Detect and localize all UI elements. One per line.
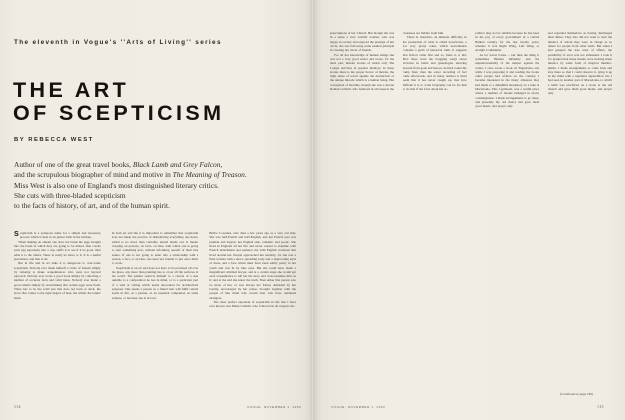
folio-right: 115 [597,404,604,409]
deck-line-2: and the scrupulous biographer of mind and motive in The Meaning of Treason. [14,170,247,180]
body-paragraph: and regarded themselves as having discharged their duties. They also did not want to treat the lunatics of whom they were in charge as so others for people from other lands. But when I had grasped the true state of affairs, the possibility of error was not exhausted. I took it for granted that these monks were treating these lunatics by some form of magical mumbo-jumbo. I made arrangements to come back and stay there so that I could observe it, tying it up in my mind with a repulsive superstition cite I had seen in another part of Macedonia, to which a lamb was sacrificed on a stone at the old church and gave them good meals, and prayer only [547,31,612,96]
continued-note: (Continued on page 166) [560,392,594,396]
body-paragraph: But in life and in art alike it is dangerous to over-value scepticism. Nobody ever made himself a circle of friends simply by refusing to make acquaintances who were not beyond reproach. Nobody ever wrote a good book simply by collecting a number of accurate facts and valid ideas. Nobody ever made a good omelet simply by ascertaining that certain eggs were fresh. There has to be the solid pan that does not burn or stick, the stove that comes to the right degree of heat, the whisk, the tender hand. [14,261,101,300]
body-paragraph: There is, therefore, an inherent difficulty in the production of what is called non-fiction, a not very pretty name which nevertheless contains a germ of historical truth. It suggests that fiction came first and so, bless it, it did. First there were the bragging songs about victories in battle and genealogies showing descent from gods and heroes, howled round the camp fires; then the sober recording of fact came afterwards, and in many authors it must seem that it has never caught up. Just how difficult it is to write biography can be for him to do that if the facts about his ac- [402,35,467,92]
text-column [548,31,612,391]
text-column [14,231,101,391]
imprint-left: VOGUE, NOVEMBER 1, 1952 [247,405,302,409]
deck-line-1: Author of one of the great travel books, Black Lamb and Grey Falcon, [14,160,223,169]
deck-line-5: to the facts of history, of art, and of the human spirit. [14,201,170,211]
body-paragraph: As for travel books ... but then the thing is sometimes Human Infidelity and the unputdownability of his temper against the writer. I once wrote a book on Yugoslavia, and while I was preparing it and reading the books other people had written on the country, I became interested in the many allusions they had made to a delightful monastery on a lake in Macedonia. This I gathered, was a restful place where a number of monks indulged in exotic contemplation. I made arrangements to go there, and presently my old cherry and gave them good meals, and prayer only [475,52,540,109]
page-title [13,79,224,125]
imprint-right: VOGUE, NOVEMBER 1, 1952 [331,405,386,409]
article-deck [14,160,292,212]
series-kicker: The eleventh in Vogue's ''Arts of Living'' series [14,39,222,46]
drop-cap: S [14,231,19,238]
right-page-columns [330,31,612,391]
text-column [209,231,296,391]
body-paragraph: politics may not be reliable because he has been in the pay of every government in a certain Balkan country for the last twenty years, whether it was Right Wing, Left Wing, or straight Communist. [475,31,540,53]
body-paragraph: In both art and life it is important to remember that scepticism does not mean the practice of disbelieving everything one hears, which is no more than verbality turned inside out. It means stooping on persons, on facts, on idea, with which one is going to start something new, without informing oneself of their true nature. If one is not going to enter into a relationship with a person, a fact, or an idea, one need not trouble to put one's mind to work. [111,231,199,266]
body-paragraph: When making an omelet one does not break the eggs straight into the basin in which they are going to be mixed. One cracks each egg separately into a cup, sniffs it to see if it be good, then adds it to the others. There is really no more to it. It is a useful precaution, and that is all. [14,239,101,261]
title-line-1: THE ART [13,78,130,102]
body-paragraph: Scepticism is a pompous name for a simple and necessary process which is man in its purest form in the kitchen. [14,231,101,240]
deck-line-4: She cuts with three-bladed scepticism [14,191,126,201]
deck-line-3: Miss West is also one of England's most distinguished literary critics. [14,180,219,190]
body-paragraph: prescriptions of her Church. But though she was in a sense a very worldly woman, who was happy in society and enjoyed the prestige of her circle, she was following some exalted principle in creating her circle of friends. [330,31,395,53]
text-column [403,31,467,391]
text-column [475,31,539,391]
text-column [112,231,199,391]
folio-left: 114 [14,404,21,409]
title-line-2: OF SCEPTICISM [13,101,225,125]
body-paragraph: The most perfect exponent of scepticism in life that I have ever known was Marie Catholic who followed in all respects the [209,300,297,309]
body-paragraph: ciousness are hidden from him. [402,31,444,35]
left-page-columns [14,231,296,391]
author-byline: BY REBECCA WEST [14,137,94,143]
body-paragraph: Belloc Lowndes, who died a few years ago as a very old lady. She was half-French and half-English, and her French part was prudent and logical, her English side, romantic and poetic. She lived in England all her life and never ceased to examine with French detachment and patience the wild English creatures that lived around her. People approached her tenderly, for she was a little woman with a short, spreading body and a deprecating style of dress, and a face which must have been subtly pretty in her youth and was lit by blue eyes. But she could have made a magnificent criminal lawyer, and at a certain stage she would get each acquaintance to tell her his story and cross-examine him on it; and at the end she knew the truth. Then either that person saw no more of her, or was always her friend, defended by her loyalty, encouraged by her praise, brought together with the people of like mind who would alter who have remained strangers. [209,231,297,300]
body-paragraph: Scepticism is an art and does not have to be practised all over the place, any more than painting has to cover all flat surfaces in the world. The painter restricts himself to a canvas of a size suitable to a composition he has in mind, or to a particular part of a wall or ceiling which needs decoration for architectural purposes. One needs a person as a friend who will fulfil certain needs in life, as a partner, as an essential companion on some venture, or because one is in love. [111,265,199,300]
body-paragraph: For all her knowledge of human beings she was not a very good writer and wrote, for the most part, murder stories of which only The Lodger survives in popular memory. In these stories there is the proper horror of murder, the right sense of revolt against the destruction of the unique miracle which is a human being. Her conception of morality, though she was a devout Roman Catholic who believed in all respects the [330,52,395,92]
text-column [330,31,394,391]
